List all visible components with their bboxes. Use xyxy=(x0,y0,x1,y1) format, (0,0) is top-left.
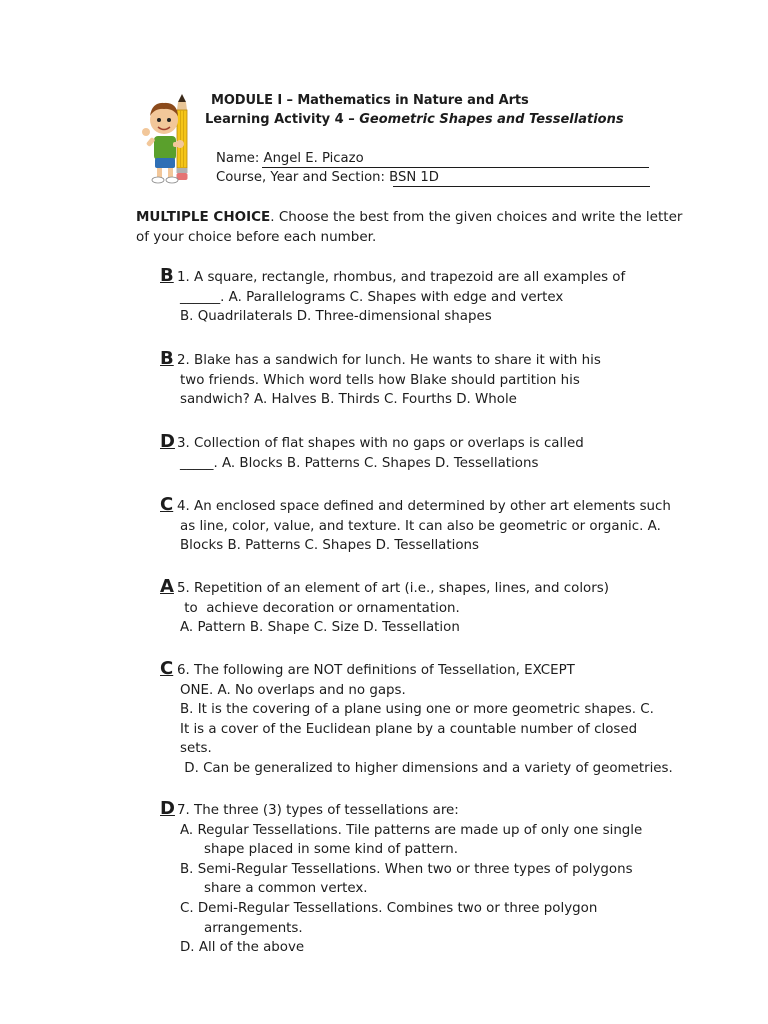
question-1-line-2: ______. A. Parallelograms C. Shapes with edge and vertex xyxy=(180,289,564,305)
answer-2: B xyxy=(160,348,174,369)
question-3-line-2: _____. A. Blocks B. Patterns C. Shapes D. Tessellations xyxy=(180,455,539,471)
question-2-line-1: 2. Blake has a sandwich for lunch. He wants to share it with his xyxy=(177,353,601,368)
question-5-line-1: 5. Repetition of an element of art (i.e., shapes, lines, and colors) xyxy=(177,581,609,596)
instructions-text-2: of your choice before each number. xyxy=(136,229,377,245)
question-4-line-2: as line, color, value, and texture. It can also be geometric or organic. A. xyxy=(180,518,661,534)
question-3 xyxy=(160,432,720,473)
course-underline xyxy=(393,186,650,187)
question-6-line-6: D. Can be generalized to higher dimensions and a variety of geometries. xyxy=(180,760,673,776)
answer-1: B xyxy=(160,265,174,286)
activity-title xyxy=(205,112,624,127)
name-label: Name: xyxy=(216,151,264,166)
question-7-line-2: A. Regular Tessellations. Tile patterns are made up of only one single xyxy=(180,822,643,838)
question-4 xyxy=(160,495,720,556)
question-5 xyxy=(160,577,720,638)
question-4-line-1: 4. An enclosed space defined and determined by other art elements such xyxy=(177,499,671,514)
question-7-line-5: share a common vertex. xyxy=(204,881,368,897)
course-field xyxy=(216,170,439,185)
question-7-line-8: D. All of the above xyxy=(180,940,305,956)
question-7-line-7: arrangements. xyxy=(204,920,303,936)
question-4-line-3: Blocks B. Patterns C. Shapes D. Tessellations xyxy=(180,538,480,554)
question-6-line-1: 6. The following are NOT definitions of Tessellation, EXCEPT xyxy=(177,663,575,678)
name-field xyxy=(216,151,364,166)
boy-with-pencil-icon xyxy=(140,90,206,186)
question-6-line-5: sets. xyxy=(180,741,212,757)
question-7-line-6: C. Demi-Regular Tessellations. Combines two or three polygon xyxy=(180,900,598,916)
question-7-line-1: 7. The three (3) types of tessellations are: xyxy=(177,803,459,818)
instructions xyxy=(136,207,696,247)
question-7-line-4: B. Semi-Regular Tessellations. When two or three types of polygons xyxy=(180,861,633,877)
question-2-line-2: two friends. Which word tells how Blake should partition his xyxy=(180,372,580,388)
question-2 xyxy=(160,349,720,410)
question-1-line-1: 1. A square, rectangle, rhombus, and trapezoid are all examples of xyxy=(177,270,626,285)
answer-6: C xyxy=(160,658,174,679)
activity-prefix: Learning Activity 4 – xyxy=(205,112,360,127)
instructions-text-1: . Choose the best from the given choices and write the letter xyxy=(270,209,683,225)
instructions-heading: MULTIPLE CHOICE xyxy=(136,209,271,225)
question-6 xyxy=(160,659,720,779)
question-3-line-1: 3. Collection of flat shapes with no gaps or overlaps is called xyxy=(177,436,584,451)
question-6-line-3: B. It is the covering of a plane using one or more geometric shapes. C. xyxy=(180,702,654,718)
question-7-line-3: shape placed in some kind of pattern. xyxy=(204,842,458,858)
answer-7: D xyxy=(160,798,175,819)
question-5-line-3: A. Pattern B. Shape C. Size D. Tessellation xyxy=(180,620,460,636)
answer-4: C xyxy=(160,494,174,515)
name-underline xyxy=(262,167,649,168)
answer-3: D xyxy=(160,431,175,452)
question-6-line-4: It is a cover of the Euclidean plane by a countable number of closed xyxy=(180,721,638,737)
question-2-line-3: sandwich? A. Halves B. Thirds C. Fourths D. Whole xyxy=(180,392,517,408)
activity-name: Geometric Shapes and Tessellations xyxy=(359,112,624,127)
question-5-line-2: to achieve decoration or ornamentation. xyxy=(180,600,460,616)
course-value: BSN 1D xyxy=(389,170,439,185)
question-1 xyxy=(160,266,720,327)
question-6-line-2: ONE. A. No overlaps and no gaps. xyxy=(180,682,406,698)
course-label: Course, Year and Section: xyxy=(216,170,390,185)
question-1-line-3: B. Quadrilaterals D. Three-dimensional shapes xyxy=(180,309,492,325)
answer-5: A xyxy=(160,576,174,597)
name-value: Angel E. Picazo xyxy=(263,151,364,166)
question-7 xyxy=(160,799,720,958)
module-title: MODULE I – Mathematics in Nature and Arts xyxy=(211,93,529,108)
